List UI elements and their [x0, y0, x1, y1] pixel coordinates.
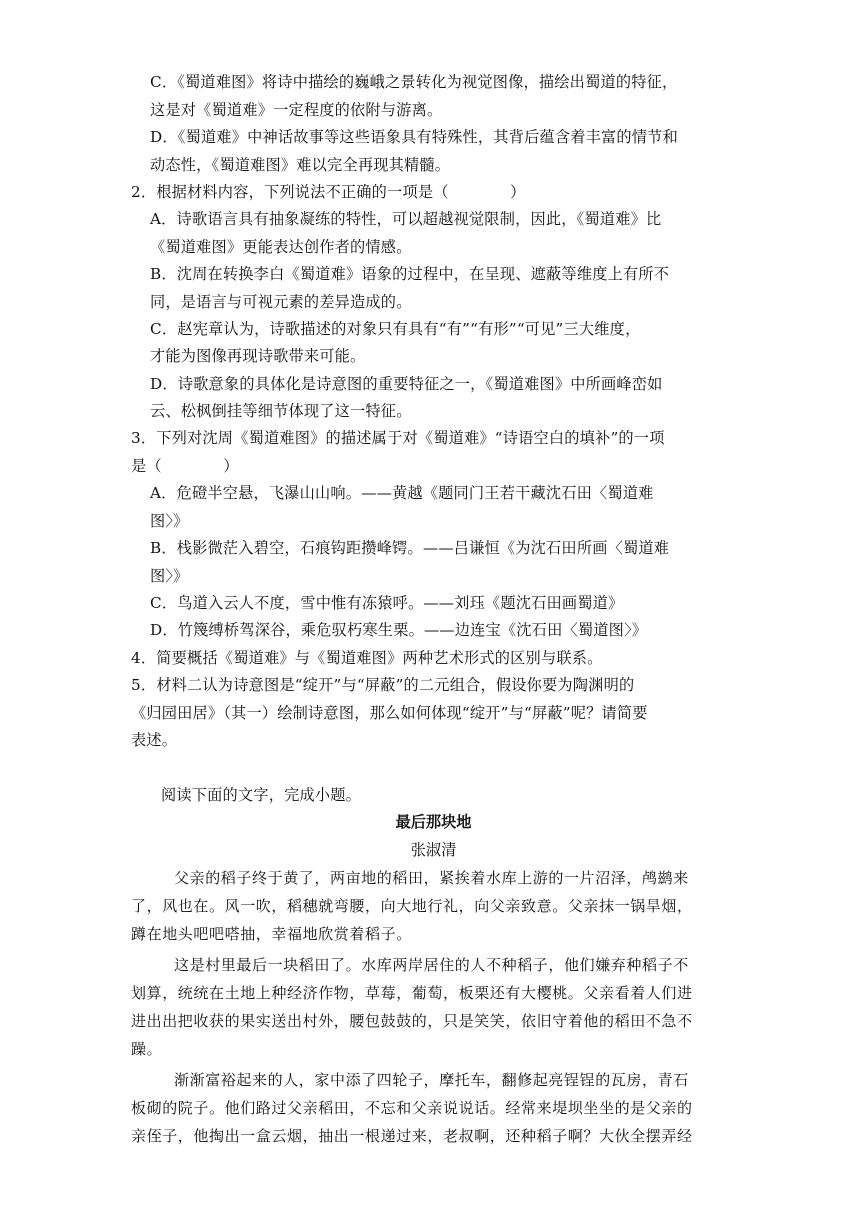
paragraph-2-line3: 进出出把收获的果实送出村外，腰包鼓鼓的，只是笑笑，依旧守着他的稻田不急不	[131, 1012, 693, 1030]
paragraph-1-line1: 父亲的稻子终于黄了，两亩地的稻田，紧挨着水库上游的一片沼泽，鸬鹚来	[174, 869, 689, 887]
paragraph-2-line4: 躁。	[131, 1040, 163, 1058]
q2-option-b-line1: B．沈周在转换李白《蜀道难》语象的过程中，在呈现、遮蔽等维度上有所不	[150, 265, 670, 283]
paragraph-2-line1: 这是村里最后一块稻田了。水库两岸居住的人不种稻子，他们嫌弃种稻子不	[174, 956, 689, 974]
q1-option-d-line1: D．《蜀道难》中神话故事等这些语象具有特殊性，其背后蕴含着丰富的情节和	[150, 128, 678, 146]
passage-title: 最后那块地	[395, 813, 472, 831]
paragraph-3-line1: 渐渐富裕起来的人，家中添了四轮子，摩托车，翻修起亮锃锃的瓦房，青石	[174, 1071, 689, 1089]
q1-option-c-line1: C．《蜀道难图》将诗中描绘的巍峨之景转化为视觉图像，描绘出蜀道的特征，	[150, 73, 678, 91]
q2-option-b-line2: 同，是语言与可视元素的差异造成的。	[150, 293, 412, 311]
q3-option-b-line1: B．栈影微茫入碧空，石痕钩距攒峰锷。——吕谦恒《为沈石田所画〈蜀道难	[150, 539, 670, 557]
paragraph-3-line3: 亲侄子，他掏出一盒云烟，抽出一根递过来，老叔啊，还种稻子啊？大伙全摆弄经	[131, 1127, 693, 1145]
q2-option-a-line2: 《蜀道难图》更能表达创作者的情感。	[150, 238, 412, 256]
q2-option-c-line2: 才能为图像再现诗歌带来可能。	[150, 347, 366, 365]
paragraph-3-line2: 板砌的院子。他们路过父亲稻田，不忘和父亲说说话。经常来堤坝坐坐的是父亲的	[131, 1099, 693, 1117]
q2-option-d-line2: 云、松枫倒挂等细节体现了这一特征。	[150, 402, 412, 420]
reading-instruction: 阅读下面的文字，完成小题。	[161, 786, 362, 804]
q3-option-a-line1: A．危磴半空悬，飞瀑山山响。——黄越《题同门王若干藏沈石田〈蜀道难	[150, 484, 654, 502]
q3-stem-line1: 3．下列对沈周《蜀道难图》的描述属于对《蜀道难》“诗语空白的填补”的一项	[131, 429, 665, 447]
paragraph-1-line3: 蹲在地头吧吧嗒抽，幸福地欣赏着稻子。	[131, 925, 412, 943]
q5-stem-line1: 5．材料二认为诗意图是“绽开”与“屏蔽”的二元组合，假设你要为陶渊明的	[131, 676, 635, 694]
paragraph-2-line2: 划算，统统在土地上种经济作物，草莓，葡萄，板栗还有大樱桃。父亲看着人们进	[131, 984, 693, 1002]
paragraph-1-line2: 了，风也在。风一吹，稻穗就弯腰，向大地行礼，向父亲致意。父亲抹一锅旱烟，	[131, 897, 693, 915]
q5-stem-line3: 表述。	[131, 731, 178, 749]
q2-option-a-line1: A．诗歌语言具有抽象凝练的特性，可以超越视觉限制，因此，《蜀道难》比	[150, 210, 662, 228]
q5-stem-line2: 《归园田居》（其一）绘制诗意图，那么如何体现“绽开”与“屏蔽”呢？请简要	[131, 704, 648, 722]
passage-author: 张淑清	[410, 841, 457, 859]
q3-option-a-line2: 图〉》	[150, 512, 189, 530]
q2-option-c-line1: C．赵宪章认为，诗歌描述的对象只有具有“有”“有形”“可见”三大维度，	[150, 320, 641, 338]
q3-option-c: C．鸟道入云人不度，雪中惟有冻猿呼。——刘珏《题沈石田画蜀道》	[150, 594, 624, 612]
q1-option-d-line2: 动态性，《蜀道难图》难以完全再现其精髓。	[150, 156, 451, 174]
q2-stem: 2．根据材料内容，下列说法不正确的一项是（ ）	[131, 183, 526, 201]
q3-option-d: D．竹篾缚桥驾深谷，乘危驭朽寒生栗。——边连宝《沈石田〈蜀道图〉》	[150, 621, 648, 639]
q3-stem-line2: 是（ ）	[131, 457, 239, 475]
q2-option-d-line1: D．诗歌意象的具体化是诗意图的重要特征之一，《蜀道难图》中所画峰峦如	[150, 375, 663, 393]
q4-stem: 4．简要概括《蜀道难》与《蜀道难图》两种艺术形式的区别与联系。	[131, 649, 603, 667]
q1-option-c-line2: 这是对《蜀道难》一定程度的依附与游离。	[150, 101, 443, 119]
q3-option-b-line2: 图〉》	[150, 567, 189, 585]
